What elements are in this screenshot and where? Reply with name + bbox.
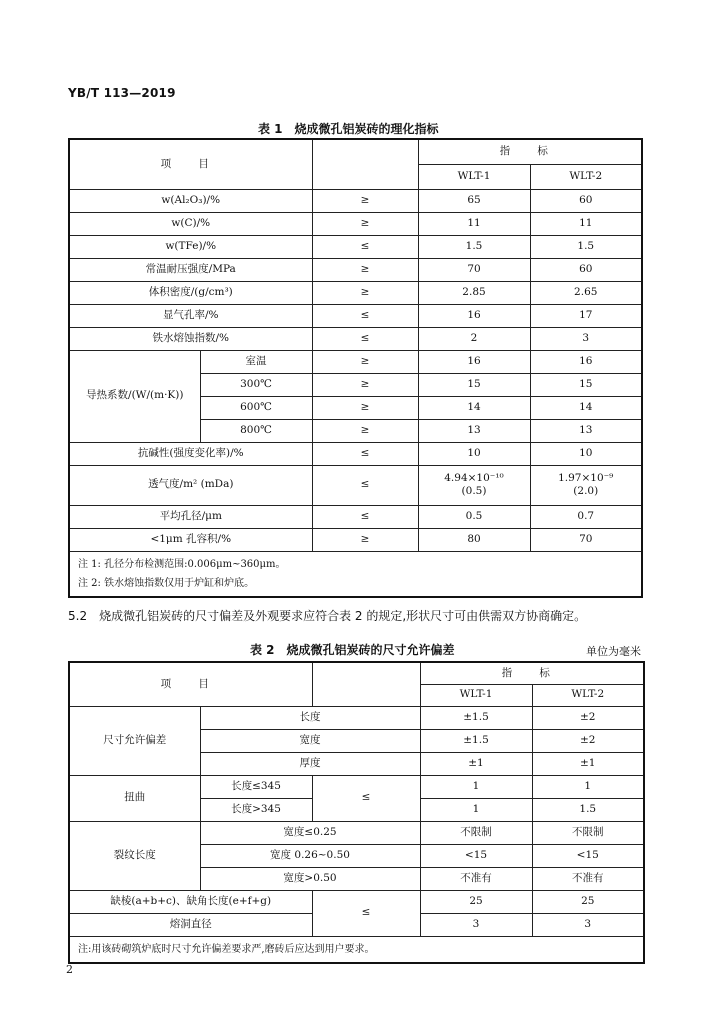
table1-row-name: 体积密度/(g/cm³) [69, 281, 312, 304]
thermal-v2: 16 [530, 350, 642, 373]
table1-row-op: ≤ [312, 327, 418, 350]
table1-row-v1: 0.5 [418, 505, 530, 528]
table1 [68, 138, 643, 598]
table1-row-v1: 10 [418, 442, 530, 465]
table1-row-v2: 70 [530, 528, 642, 551]
table1-head-c2: WLT-2 [530, 164, 642, 189]
crack-v2: 不准有 [532, 867, 644, 890]
table1-row-v1: 2.85 [418, 281, 530, 304]
table1-row-name: 铁水熔蚀指数/% [69, 327, 312, 350]
edge-op: ≤ [312, 890, 420, 936]
table1-row-name: 常温耐压强度/MPa [69, 258, 312, 281]
alkali-resistance-label: 抗碱性(强度变化率)/% [69, 442, 312, 465]
thermal-sub: 800℃ [200, 419, 312, 442]
crack-v2: <15 [532, 844, 644, 867]
table1-row-v2: 11 [530, 212, 642, 235]
table1-row-v2: 2.65 [530, 281, 642, 304]
table2-head-index: 指 标 [420, 662, 644, 684]
thermal-conductivity-label: 导热系数/(W/(m·K)) [69, 350, 200, 442]
table1-row-v1: 16 [418, 304, 530, 327]
thermal-v2: 14 [530, 396, 642, 419]
size-sub: 宽度 [200, 729, 420, 752]
size-sub: 厚度 [200, 752, 420, 775]
table2 [68, 661, 645, 964]
table1-title: 烧成微孔铝炭砖的理化指标 [294, 122, 439, 136]
warp-sub: 长度>345 [200, 798, 312, 821]
size-v2: ±2 [532, 706, 644, 729]
page-number: 2 [66, 963, 73, 976]
thermal-op: ≥ [312, 396, 418, 419]
size-v1: ±1.5 [420, 706, 532, 729]
warp-label: 扭曲 [69, 775, 200, 821]
table1-row-op: ≥ [312, 258, 418, 281]
table1-row-op: ≥ [312, 189, 418, 212]
thermal-sub: 300℃ [200, 373, 312, 396]
table1-row-op: ≥ [312, 528, 418, 551]
size-tolerance-label: 尺寸允许偏差 [69, 706, 200, 775]
thermal-v1: 14 [418, 396, 530, 419]
warp-sub: 长度≤345 [200, 775, 312, 798]
melt-v1: 3 [420, 913, 532, 936]
table1-head-item: 项 目 [69, 139, 312, 189]
edge-v2: 25 [532, 890, 644, 913]
table1-note: 注 1: 孔径分布检测范围:0.006μm~360μm。 [78, 558, 286, 570]
table1-row-name: w(TFe)/% [69, 235, 312, 258]
table1-row-v1: 65 [418, 189, 530, 212]
table1-row-name: 平均孔径/μm [69, 505, 312, 528]
table1-row-op: ≤ [312, 505, 418, 528]
warp-op: ≤ [312, 775, 420, 821]
melt-v2: 3 [532, 913, 644, 936]
table1-row-op: ≥ [312, 212, 418, 235]
table1-row-v2: 3 [530, 327, 642, 350]
thermal-v2: 13 [530, 419, 642, 442]
size-v1: ±1.5 [420, 729, 532, 752]
section-number: 5.2 [68, 609, 88, 623]
table1-row-name: w(C)/% [69, 212, 312, 235]
table1-row-op: ≤ [312, 304, 418, 327]
table1-head-c1: WLT-1 [418, 164, 530, 189]
table1-number: 表 1 [258, 122, 283, 136]
table1-row-v2: 1.5 [530, 235, 642, 258]
table1-row-name: <1μm 孔容积/% [69, 528, 312, 551]
table1-row-v1: 70 [418, 258, 530, 281]
section-paragraph [68, 607, 658, 624]
table1-note: 注 2: 铁水熔蚀指数仅用于炉缸和炉底。 [78, 577, 255, 589]
permeability-op: ≤ [312, 465, 418, 505]
table1-row-v2: 0.7 [530, 505, 642, 528]
table1-row-v2: 60 [530, 258, 642, 281]
thermal-v2: 15 [530, 373, 642, 396]
crack-sub: 宽度>0.50 [200, 867, 420, 890]
warp-v2: 1 [532, 775, 644, 798]
crack-sub: 宽度≤0.25 [200, 821, 420, 844]
crack-v2: 不限制 [532, 821, 644, 844]
crack-v1: 不限制 [420, 821, 532, 844]
thermal-v1: 15 [418, 373, 530, 396]
table1-caption [258, 120, 439, 137]
standard-number: YB/T 113—2019 [68, 86, 176, 100]
crack-length-label: 裂纹长度 [69, 821, 200, 890]
table1-row-v1: 11 [418, 212, 530, 235]
table1-row-name: w(Al₂O₃)/% [69, 189, 312, 212]
warp-v2: 1.5 [532, 798, 644, 821]
thermal-sub: 600℃ [200, 396, 312, 419]
table1-head-index: 指 标 [418, 139, 642, 164]
table2-head-c1: WLT-1 [420, 684, 532, 706]
permeability-label: 透气度/m² (mDa) [69, 465, 312, 505]
crack-v1: 不准有 [420, 867, 532, 890]
table2-number: 表 2 [250, 643, 275, 657]
crack-sub: 宽度 0.26~0.50 [200, 844, 420, 867]
table1-row-v2: 10 [530, 442, 642, 465]
thermal-op: ≥ [312, 350, 418, 373]
table2-head-c2: WLT-2 [532, 684, 644, 706]
table1-row-v2: 17 [530, 304, 642, 327]
table1-row-op: ≥ [312, 281, 418, 304]
edge-v1: 25 [420, 890, 532, 913]
size-v2: ±2 [532, 729, 644, 752]
size-sub: 长度 [200, 706, 420, 729]
table2-title: 烧成微孔铝炭砖的尺寸允许偏差 [286, 643, 455, 657]
table1-row-v1: 80 [418, 528, 530, 551]
warp-v1: 1 [420, 775, 532, 798]
table2-note: 注:用该砖砌筑炉底时尺寸允许偏差要求严,磨砖后应达到用户要求。 [69, 936, 644, 963]
crack-v1: <15 [420, 844, 532, 867]
size-v1: ±1 [420, 752, 532, 775]
section-text: 烧成微孔铝炭砖的尺寸偏差及外观要求应符合表 2 的规定,形状尺寸可由供需双方协商确定。 [99, 609, 587, 623]
table1-notes [69, 551, 642, 597]
thermal-op: ≥ [312, 419, 418, 442]
table1-row-op: ≤ [312, 235, 418, 258]
table2-unit: 单位为毫米 [586, 645, 641, 658]
size-v2: ±1 [532, 752, 644, 775]
permeability-v1: 4.94×10⁻¹⁰ (0.5) [418, 465, 530, 505]
thermal-v1: 16 [418, 350, 530, 373]
table2-caption [250, 641, 455, 658]
thermal-op: ≥ [312, 373, 418, 396]
table1-row-name: 显气孔率/% [69, 304, 312, 327]
permeability-v2: 1.97×10⁻⁹ (2.0) [530, 465, 642, 505]
warp-v1: 1 [420, 798, 532, 821]
table2-head-item: 项 目 [69, 662, 312, 706]
thermal-sub: 室温 [200, 350, 312, 373]
table1-row-v1: 2 [418, 327, 530, 350]
melt-hole-label: 熔洞直径 [69, 913, 312, 936]
table1-row-v2: 60 [530, 189, 642, 212]
table1-row-v1: 1.5 [418, 235, 530, 258]
table1-row-op: ≤ [312, 442, 418, 465]
edge-corner-defect-label: 缺棱(a+b+c)、缺角长度(e+f+g) [69, 890, 312, 913]
thermal-v1: 13 [418, 419, 530, 442]
